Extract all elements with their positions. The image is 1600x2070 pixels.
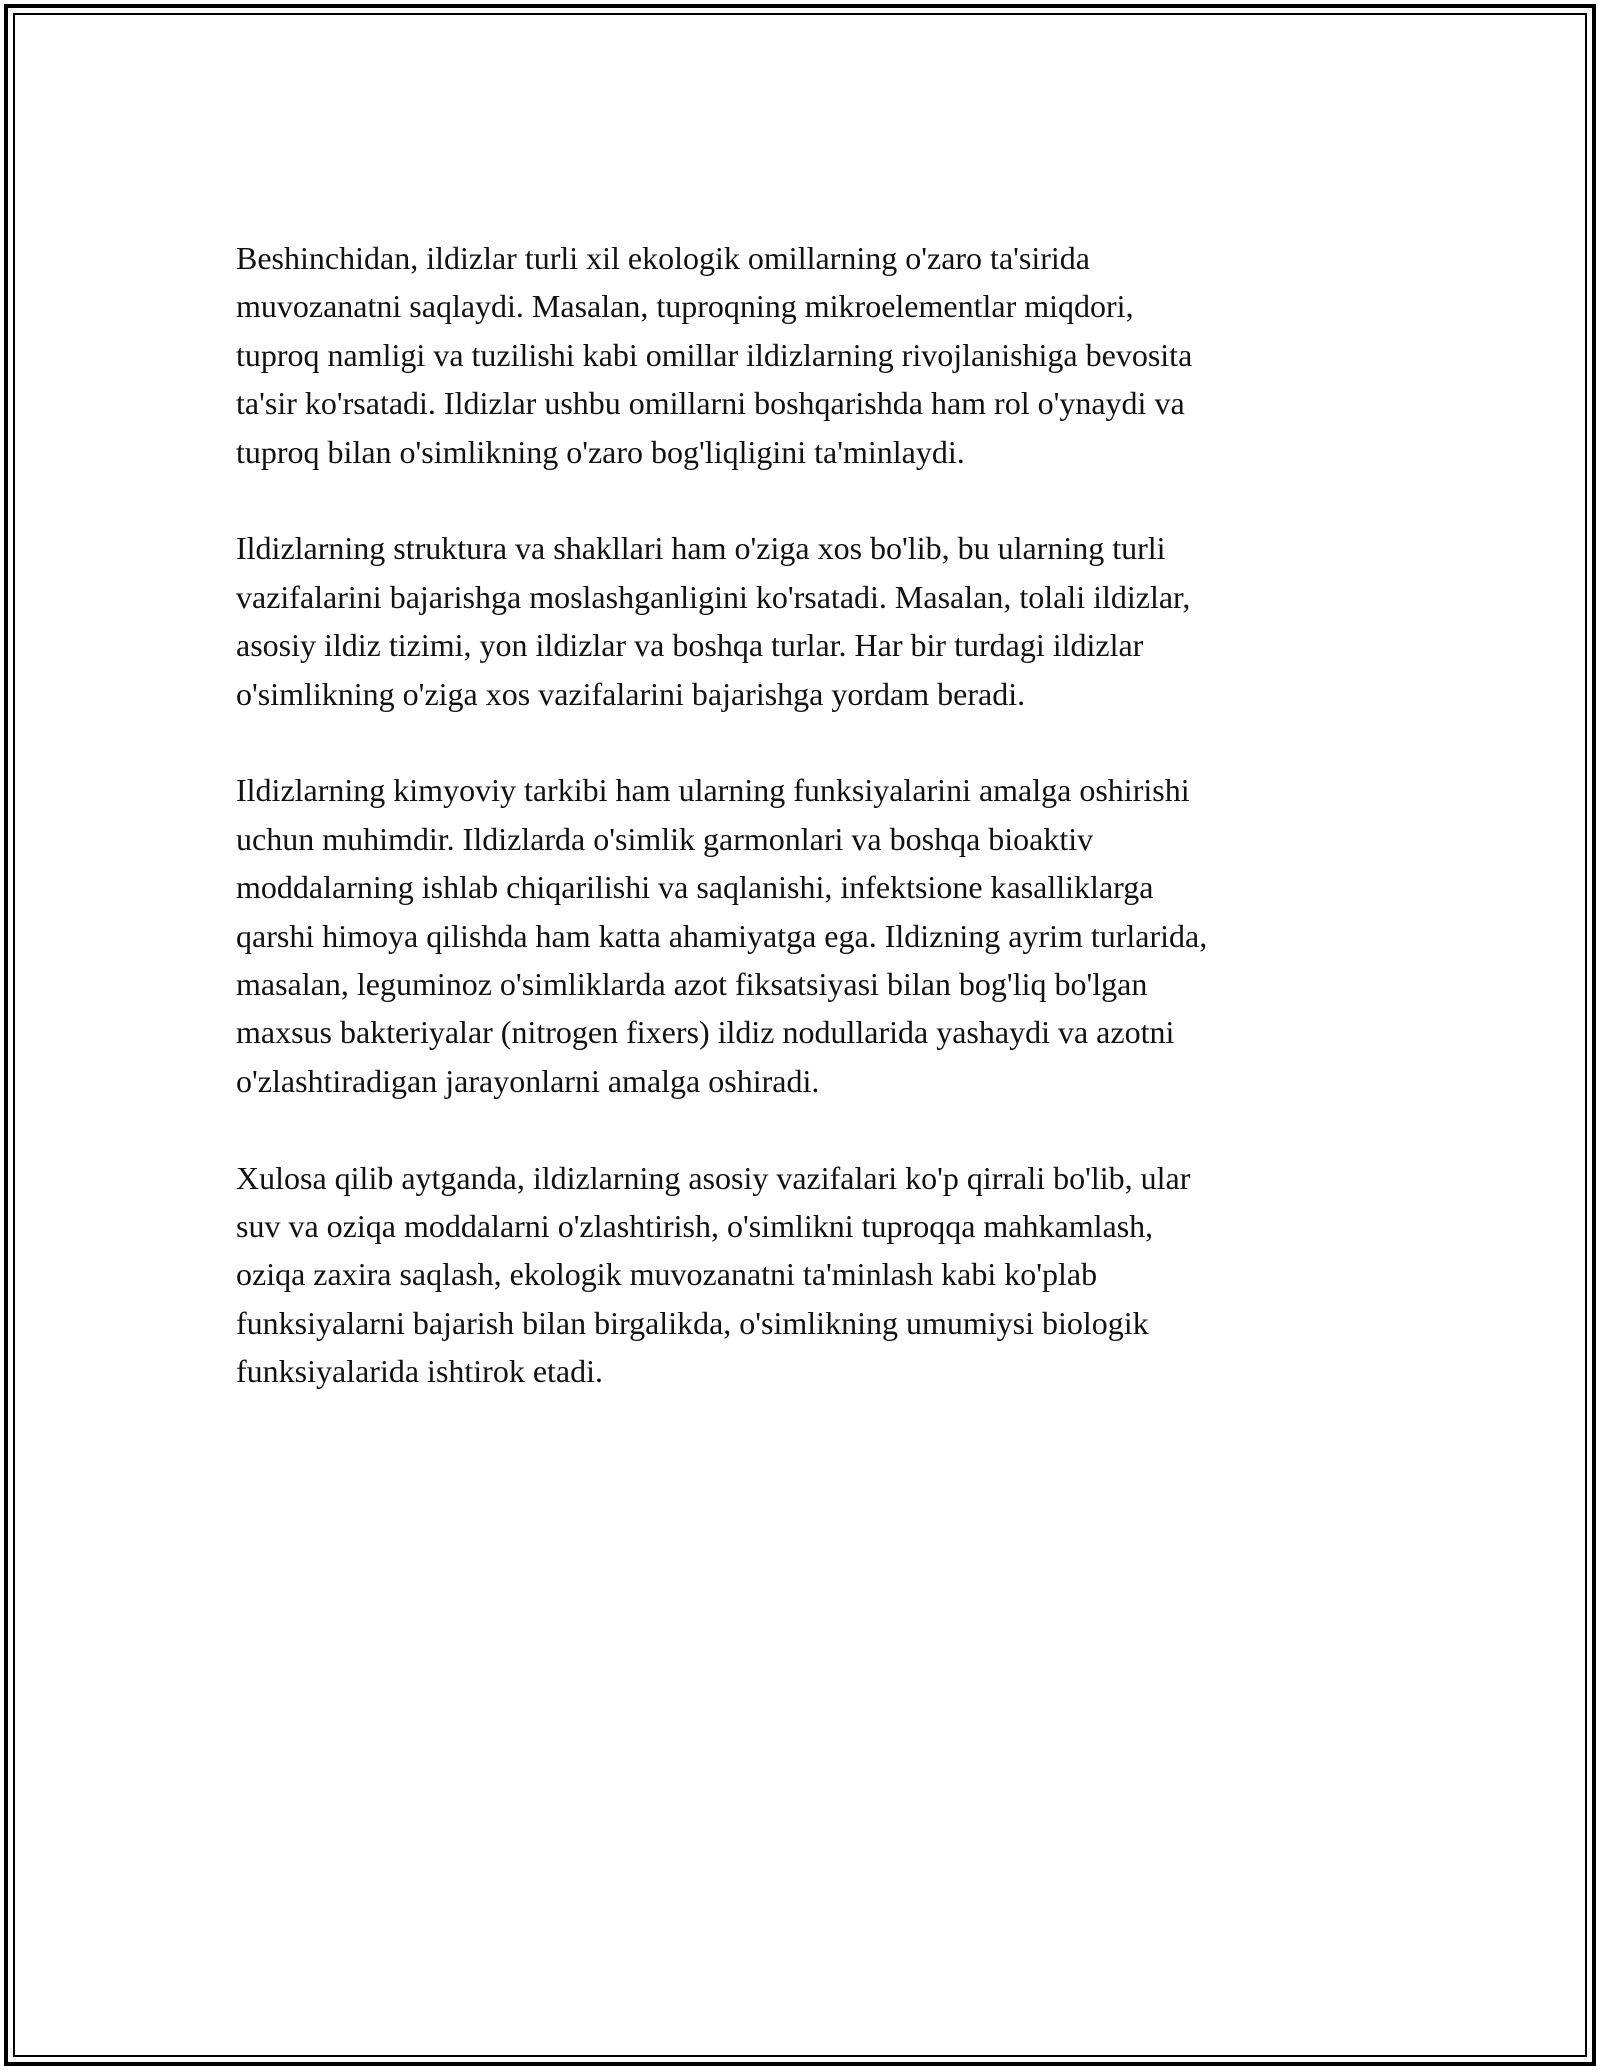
text-line: ta'sir ko'rsatadi. Ildizlar ushbu omillarni boshqarishda ham rol o'ynaydi va bbox=[236, 385, 1185, 422]
text-line: Beshinchidan, ildizlar turli xil ekologik omillarning o'zaro ta'sirida bbox=[236, 240, 1090, 276]
text-line: o'simlikning o'ziga xos vazifalarini bajarishga yordam beradi. bbox=[236, 675, 1026, 712]
text-line: tuproq bilan o'simlikning o'zaro bog'liqligini ta'minlaydi. bbox=[236, 433, 965, 470]
text-line: oziqa zaxira saqlash, ekologik muvozanatni ta'minlash kabi ko'plab bbox=[236, 1256, 1098, 1293]
paragraph-1 bbox=[236, 234, 1366, 476]
text-line: vazifalarini bajarishga moslashganligini ko'rsatadi. Masalan, tolali ildizlar, bbox=[236, 578, 1191, 615]
text-line: moddalarning ishlab chiqarilishi va saqlanishi, infektsione kasalliklarga bbox=[236, 869, 1154, 906]
text-line: Xulosa qilib aytganda, ildizlarning asosiy vazifalari ko'p qirrali bo'lib, ular bbox=[236, 1159, 1191, 1196]
document-body bbox=[236, 234, 1366, 1444]
text-line: tuproq namligi va tuzilishi kabi omillar ildizlarning rivojlanishiga bevosita bbox=[236, 336, 1193, 373]
text-line: masalan, leguminoz o'simliklarda azot fiksatsiyasi bilan bog'liq bo'lgan bbox=[236, 966, 1148, 1003]
paragraph-4 bbox=[236, 1154, 1366, 1396]
text-line: suv va oziqa moddalarni o'zlashtirish, o'simlikni tuproqqa mahkamlash, bbox=[236, 1208, 1154, 1245]
text-line: asosiy ildiz tizimi, yon ildizlar va boshqa turlar. Har bir turdagi ildizlar bbox=[236, 627, 1144, 664]
text-line: funksiyalarida ishtirok etadi. bbox=[236, 1353, 604, 1390]
text-line: maxsus bakteriyalar (nitrogen fixers) ildiz nodullarida yashaydi va azotni bbox=[236, 1014, 1175, 1051]
text-line: qarshi himoya qilishda ham katta ahamiyatga ega. Ildizning ayrim turlarida, bbox=[236, 917, 1208, 954]
text-line: Ildizlarning struktura va shakllari ham o'ziga xos bo'lib, bu ularning turli bbox=[236, 530, 1166, 567]
paragraph-2 bbox=[236, 524, 1366, 718]
text-line: o'zlashtiradigan jarayonlarni amalga oshiradi. bbox=[236, 1062, 820, 1099]
paragraph-3 bbox=[236, 766, 1366, 1105]
text-line: muvozanatni saqlaydi. Masalan, tuproqning mikroelementlar miqdori, bbox=[236, 288, 1134, 325]
text-line: Ildizlarning kimyoviy tarkibi ham ularning funksiyalarini amalga oshirishi bbox=[236, 772, 1190, 809]
text-line: uchun muhimdir. Ildizlarda o'simlik garmonlari va boshqa bioaktiv bbox=[236, 820, 1094, 857]
text-line: funksiyalarni bajarish bilan birgalikda, o'simlikning umumiysi biologik bbox=[236, 1304, 1149, 1341]
